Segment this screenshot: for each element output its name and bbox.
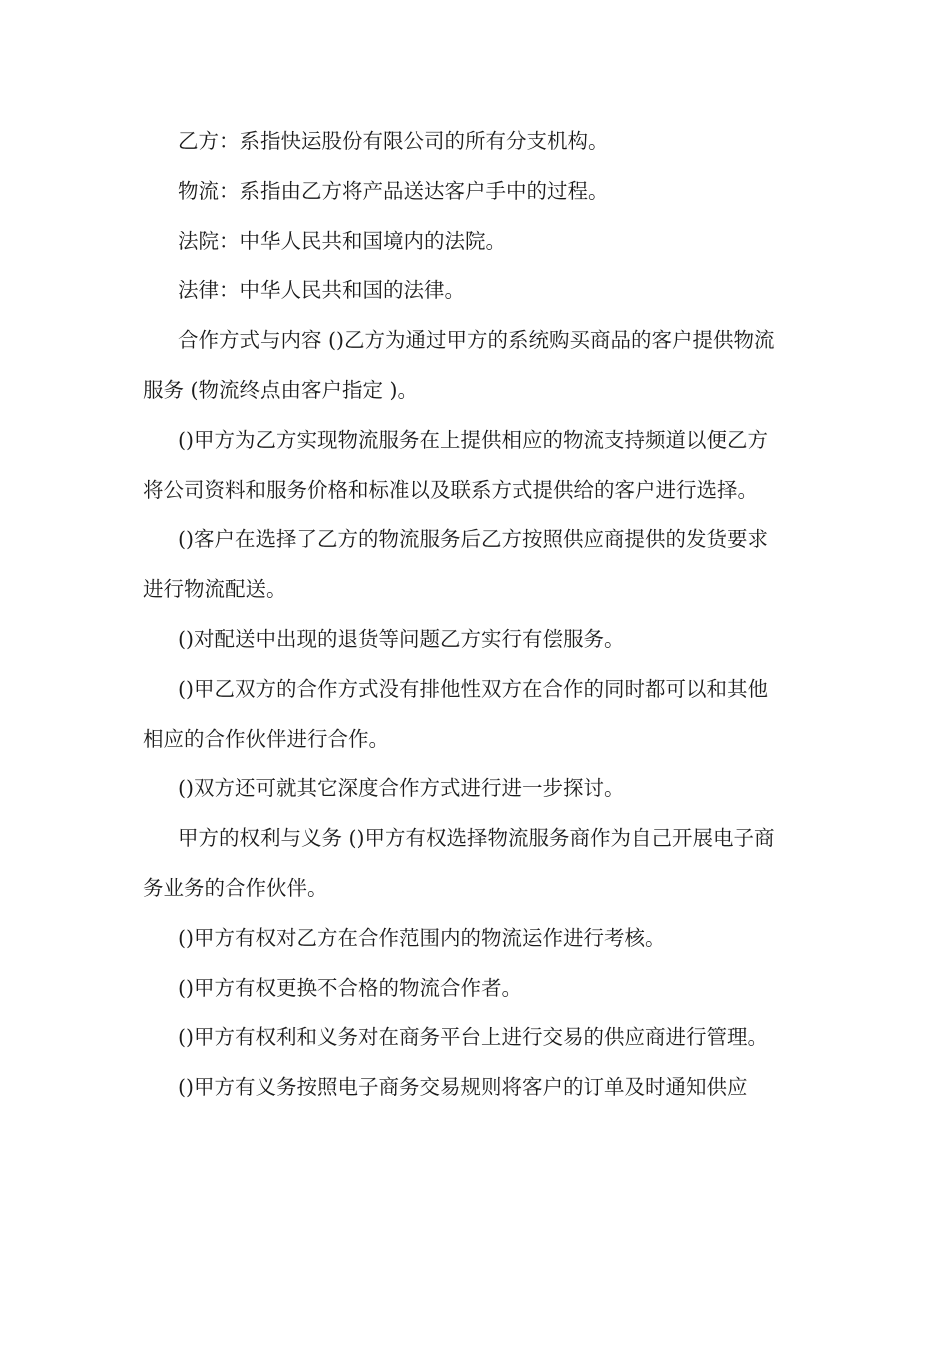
paragraph-assessment: ()甲方有权对乙方在合作范围内的物流运作进行考核。: [178, 925, 666, 950]
paragraph-cooperation-method: 合作方式与内容 ()乙方为通过甲方的系统购买商品的客户提供物流服务 (物流终点由客户指定 )。: [143, 328, 775, 402]
paragraph-supplier-management: ()甲方有权利和义务对在商务平台上进行交易的供应商进行管理。: [178, 1025, 768, 1050]
paragraph-returns: ()对配送中出现的退货等问题乙方实行有偿服务。: [178, 626, 625, 651]
paragraph-court-definition: 法院：中华人民共和国境内的法院。: [178, 228, 506, 253]
paragraph-delivery: ()客户在选择了乙方的物流服务后乙方按照供应商提供的发货要求进行物流配送。: [143, 527, 768, 602]
paragraph-party-b-definition: 乙方：系指快运股份有限公司的所有分支机构。: [178, 129, 609, 153]
document-body: [143, 117, 783, 1113]
paragraph-order-notification: ()甲方有义务按照电子商务交易规则将客户的订单及时通知供应: [178, 1075, 748, 1100]
paragraph-replacement: ()甲方有权更换不合格的物流合作者。: [178, 975, 522, 1000]
paragraph-logistics-definition: 物流：系指由乙方将产品送达客户手中的过程。: [178, 178, 609, 203]
paragraph-logistics-channel: ()甲方为乙方实现物流服务在上提供相应的物流支持频道以便乙方将公司资料和服务价格和标准以及联系方式提供给的客户进行选择。: [143, 427, 768, 502]
paragraph-non-exclusive: ()甲乙双方的合作方式没有排他性双方在合作的同时都可以和其他相应的合作伙伴进行合作。: [143, 676, 768, 751]
paragraph-party-a-rights: 甲方的权利与义务 ()甲方有权选择物流服务商作为自己开展电子商务业务的合作伙伴。: [143, 826, 775, 900]
paragraph-law-definition: 法律：中华人民共和国的法律。: [178, 278, 465, 303]
paragraph-further-cooperation: ()双方还可就其它深度合作方式进行进一步探讨。: [178, 776, 625, 801]
